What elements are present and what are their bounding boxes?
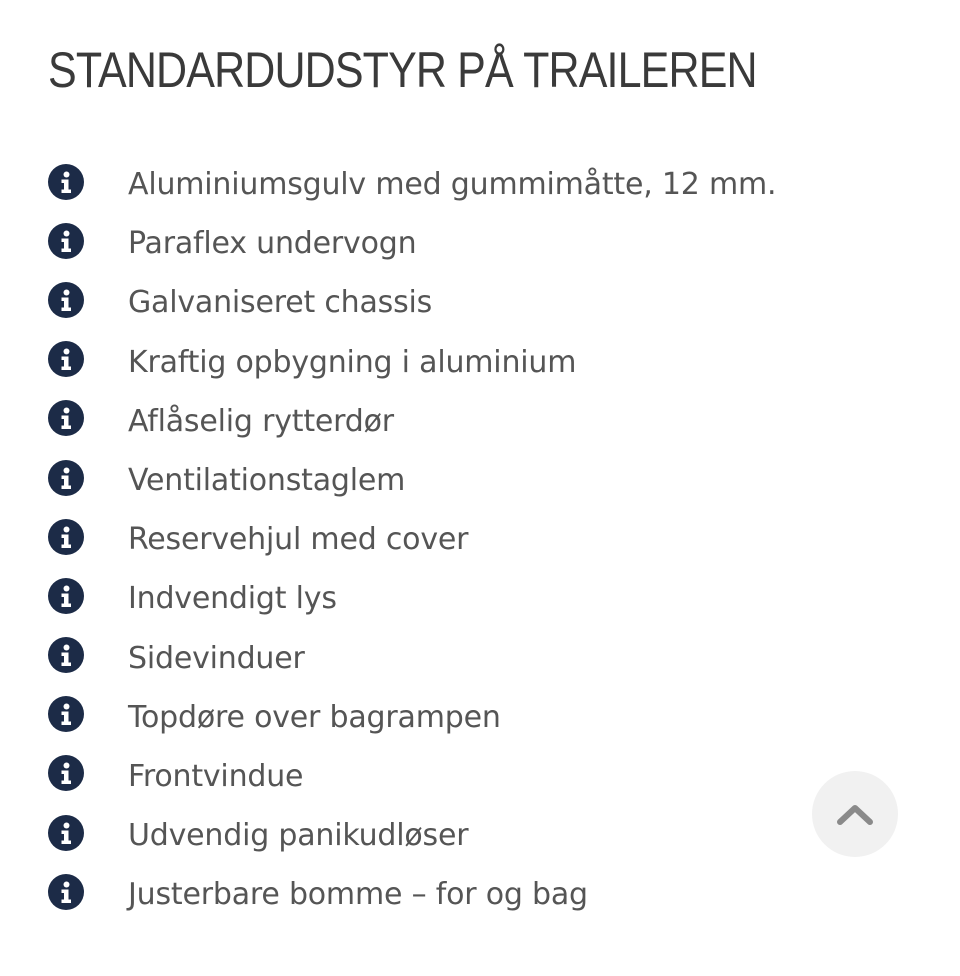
- feature-label: Kraftig opbygning i aluminium: [128, 344, 577, 380]
- feature-label: Topdøre over bagrampen: [128, 699, 501, 735]
- info-icon[interactable]: [48, 519, 84, 555]
- feature-label: Sidevinduer: [128, 640, 305, 676]
- feature-label: Indvendigt lys: [128, 581, 337, 617]
- info-icon[interactable]: [48, 341, 84, 377]
- feature-label: Frontvindue: [128, 758, 304, 794]
- info-icon[interactable]: [48, 460, 84, 496]
- list-item: [48, 273, 776, 332]
- info-icon[interactable]: [48, 282, 84, 318]
- info-icon[interactable]: [48, 696, 84, 732]
- list-item: [48, 865, 776, 924]
- feature-label: Aflåselig rytterdør: [128, 403, 394, 439]
- feature-label: Ventilationstaglem: [128, 463, 406, 499]
- info-icon[interactable]: [48, 400, 84, 436]
- feature-label: Reservehjul med cover: [128, 522, 469, 558]
- list-item: [48, 806, 776, 865]
- feature-label: Justerbare bomme – for og bag: [128, 877, 588, 913]
- list-item: [48, 510, 776, 569]
- chevron-up-icon: [836, 802, 874, 826]
- feature-list: [48, 155, 776, 924]
- info-icon[interactable]: [48, 815, 84, 851]
- info-icon[interactable]: [48, 223, 84, 259]
- info-icon[interactable]: [48, 874, 84, 910]
- page-title: STANDARDUDSTYR PÅ TRAILEREN: [48, 42, 757, 98]
- info-icon[interactable]: [48, 637, 84, 673]
- list-item: [48, 747, 776, 806]
- feature-label: Aluminiumsgulv med gummimåtte, 12 mm.: [128, 167, 777, 203]
- list-item: [48, 569, 776, 628]
- info-icon[interactable]: [48, 578, 84, 614]
- feature-label: Paraflex undervogn: [128, 226, 417, 262]
- info-icon[interactable]: [48, 164, 84, 200]
- list-item: [48, 214, 776, 273]
- back-to-top-button[interactable]: [812, 771, 898, 857]
- list-item: [48, 392, 776, 451]
- feature-label: Galvaniseret chassis: [128, 285, 433, 321]
- list-item: [48, 688, 776, 747]
- list-item: [48, 155, 776, 214]
- list-item: [48, 451, 776, 510]
- feature-label: Udvendig panikudløser: [128, 818, 469, 854]
- list-item: [48, 629, 776, 688]
- info-icon[interactable]: [48, 755, 84, 791]
- list-item: [48, 333, 776, 392]
